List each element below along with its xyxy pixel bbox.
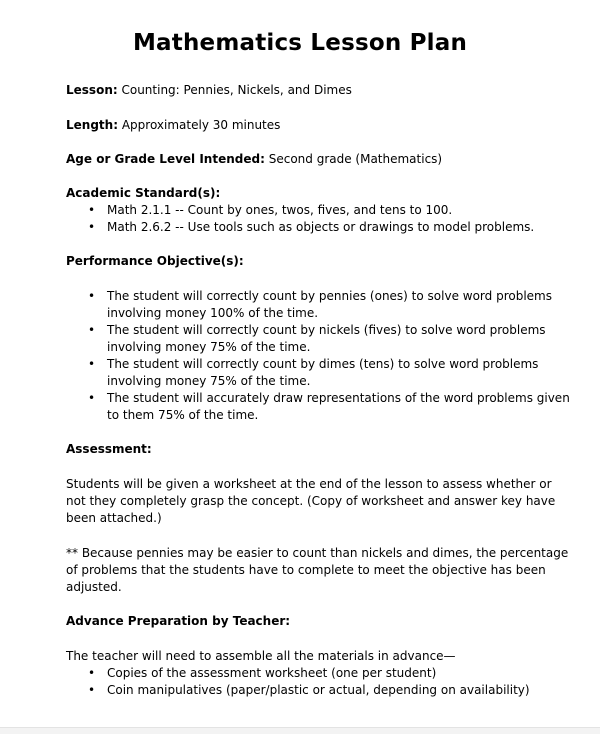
bullet-icon: • <box>88 683 96 697</box>
assessment-note-line: ** Because pennies may be easier to count than nickels and dimes, the percentage <box>66 546 569 560</box>
bullet-icon: • <box>88 666 96 680</box>
standard-item: Math 2.6.2 -- Use tools such as objects or drawings to model problems. <box>107 220 535 234</box>
grade-label: Age or Grade Level Intended: <box>66 152 265 166</box>
objective-line: The student will accurately draw representations of the word problems given <box>107 391 570 405</box>
grade-value: Second grade (Mathematics) <box>268 152 443 166</box>
lesson-line <box>66 82 352 99</box>
bullet-icon: • <box>88 289 96 303</box>
bullet-icon: • <box>88 203 96 217</box>
objective-line: The student will correctly count by dimes (tens) to solve word problems <box>107 357 539 371</box>
assessment-paragraph-line: Students will be given a worksheet at the end of the lesson to assess whether or <box>66 477 552 491</box>
length-value: Approximately 30 minutes <box>121 118 281 132</box>
preparation-item: Coin manipulatives (paper/plastic or actual, depending on availability) <box>107 683 530 697</box>
objective-line: involving money 100% of the time. <box>107 306 319 320</box>
objective-line: The student will correctly count by nickels (fives) to solve word problems <box>107 323 546 337</box>
assessment-note-line: adjusted. <box>66 580 122 594</box>
standard-item: Math 2.1.1 -- Count by ones, twos, fives, and tens to 100. <box>107 203 453 217</box>
objective-line: to them 75% of the time. <box>107 408 259 422</box>
bullet-icon: • <box>88 391 96 405</box>
grade-line <box>66 151 442 168</box>
assessment-paragraph-line: been attached.) <box>66 511 162 525</box>
preparation-item: Copies of the assessment worksheet (one per student) <box>107 666 437 680</box>
objective-line: involving money 75% of the time. <box>107 340 311 354</box>
assessment-heading: Assessment: <box>66 442 152 456</box>
page-title: Mathematics Lesson Plan <box>132 30 468 56</box>
lesson-value: Counting: Pennies, Nickels, and Dimes <box>121 83 352 97</box>
bullet-icon: • <box>88 323 96 337</box>
objective-line: involving money 75% of the time. <box>107 374 311 388</box>
length-label: Length: <box>66 118 118 132</box>
lesson-label: Lesson: <box>66 83 118 97</box>
bullet-icon: • <box>88 357 96 371</box>
bullet-icon: • <box>88 220 96 234</box>
length-line <box>66 117 280 134</box>
standards-heading: Academic Standard(s): <box>66 186 221 200</box>
preparation-intro: The teacher will need to assemble all the materials in advance— <box>66 649 456 663</box>
preparation-heading: Advance Preparation by Teacher: <box>66 614 291 628</box>
objectives-heading: Performance Objective(s): <box>66 254 244 268</box>
assessment-note-line: of problems that the students have to complete to meet the objective has been <box>66 563 546 577</box>
assessment-paragraph-line: not they completely grasp the concept. (Copy of worksheet and answer key have <box>66 494 556 508</box>
objective-line: The student will correctly count by pennies (ones) to solve word problems <box>107 289 552 303</box>
